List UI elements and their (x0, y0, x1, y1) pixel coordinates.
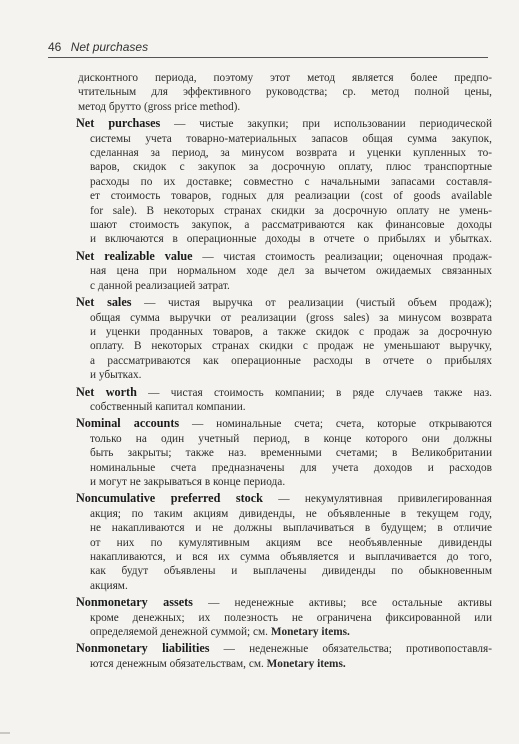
definition-text: — чистые закупки; при использовании периодической (160, 118, 492, 131)
text-line: номинальные счета предназначены для учета доходов и расходов (90, 461, 492, 474)
text-line: общая сумма выручки от реализации (gross sales) за минусом возврата (90, 311, 492, 324)
entry-net-worth (78, 385, 492, 415)
text-line: а рассматриваются как операционные расходы в отчете о прибылях (90, 354, 492, 367)
text-line: только на один учетный период, в конце которого они должны (90, 432, 492, 445)
text-line: от них по кумулятивным акциям все необъявленные дивиденды (90, 536, 492, 549)
text-line: расходы по их доставке; совместно с начальными запасами составля- (90, 175, 492, 188)
text-line: и могут не закрываться в конце периода. (90, 475, 286, 488)
entry-nonmonetary-assets (78, 595, 492, 639)
text-line (78, 657, 492, 671)
definition-text: — номинальные счета; счета, которые открываются (179, 418, 492, 431)
entry-term: Noncumulative preferred stock (76, 491, 263, 506)
entry-nominal-accounts (78, 416, 492, 489)
text-line: шают стоимость закупок, а рассматриваются как финансовые доходы (90, 219, 492, 232)
entry-term: Net sales (76, 295, 132, 310)
entry-first-line (76, 385, 492, 400)
continuation-paragraph (78, 71, 492, 114)
text-line: акциям. (90, 579, 128, 592)
definition-text: — некумулятивная привилегированная (262, 493, 492, 506)
entry-first-line (76, 595, 492, 610)
entry-net-sales (78, 295, 492, 382)
text-line: и убытках. (90, 369, 142, 382)
page-number: 46 (48, 40, 62, 54)
text-line: кроме денежных; их полезность не ограничена фиксированной или (90, 611, 492, 624)
entry-first-line (76, 491, 492, 506)
entry-first-line (76, 116, 492, 131)
entry-term: Net worth (76, 384, 137, 399)
entry-first-line (76, 249, 492, 264)
definition-text: определяемой денежной суммой; см. (90, 626, 271, 639)
text-line: акция; по таким акциям дивиденды, не объявленные в текущем году, (90, 507, 492, 520)
text-line: системы учета товарно-материальных запасов общая сумма закупок, (90, 132, 492, 145)
text-line: и включаются в операционные доходы в отчете о прибылях и убытках. (90, 233, 492, 246)
definition-text: — неденежные обязательства; противопоставля- (209, 643, 492, 656)
entry-first-line (76, 641, 492, 656)
definition-text: — чистая стоимость компании; в ряде случаев также наз. (136, 386, 492, 399)
text-line (78, 625, 492, 639)
text-line: оплату. В некоторых странах скидки с продаж не уменьшают выручку, (90, 340, 492, 353)
definition-text: — чистая стоимость реализации; оценочная продаж- (192, 250, 492, 263)
text-line: ная цена при нормальном ходе дел за вычетом ожидаемых связанных (90, 265, 492, 278)
text-line: с данной реализацией затрат. (90, 279, 230, 292)
entry-nonmonetary-liabilities (78, 641, 492, 671)
text-line: метод брутто (gross price method). (78, 100, 241, 113)
entry-first-line (76, 416, 492, 431)
text-line: быть закрыты; также наз. временными счетами; в Великобритании (90, 447, 492, 460)
text-line: собственный капитал компании. (90, 400, 246, 413)
text-line: как будут объявлены и выплачены дивиденды по обыкновенным (90, 565, 492, 578)
cross-reference: Monetary items. (266, 657, 346, 670)
definition-text: — чистая выручка от реализации (чистый объем продаж); (131, 297, 492, 310)
text-line: и уценки проданных товаров, а также скидок с продаж за досрочную (90, 325, 492, 338)
text-line: чтительным для эффективного руководства; ср. метод полной цены, (78, 86, 492, 99)
entry-term: Nonmonetary assets (76, 595, 193, 610)
entry-net-realizable-value (78, 249, 492, 293)
page-edge-mark (0, 732, 10, 734)
text-line: ет стоимость товаров, годных для реализации (cost of goods available (90, 190, 492, 203)
text-line: накапливаются, и вся их сумма объявляется и выплачивается до того, (90, 551, 492, 563)
entry-term: Nonmonetary liabilities (76, 641, 210, 656)
entry-noncumulative-preferred-stock (78, 491, 492, 593)
running-head (48, 40, 488, 58)
text-line: for sale). В некоторых странах скидки за досрочную оплату не умень- (90, 204, 492, 217)
entry-term: Net purchases (76, 116, 161, 131)
entry-term: Net realizable value (76, 248, 193, 263)
entry-first-line (76, 295, 492, 310)
entry-term: Nominal accounts (76, 416, 180, 431)
cross-reference: Monetary items. (270, 626, 350, 639)
text-line: дисконтного периода, поэтому этот метод является более предпо- (78, 72, 492, 84)
definition-text: — неденежные активы; все остальные активы (192, 597, 492, 610)
text-line: сделанная за период, за минусом возврата и уценки купленных то- (90, 147, 492, 160)
text-line: не накапливаются и не должны выплачиваться в будущем; в отличие (90, 522, 492, 535)
text-line: варов, скидок с закупок за досрочную оплату, плюс транспортные (90, 161, 492, 174)
entry-net-purchases (78, 116, 492, 247)
section-title: Net purchases (70, 40, 149, 54)
page-body (78, 71, 492, 673)
definition-text: ются денежным обязательствам, см. (90, 657, 267, 670)
